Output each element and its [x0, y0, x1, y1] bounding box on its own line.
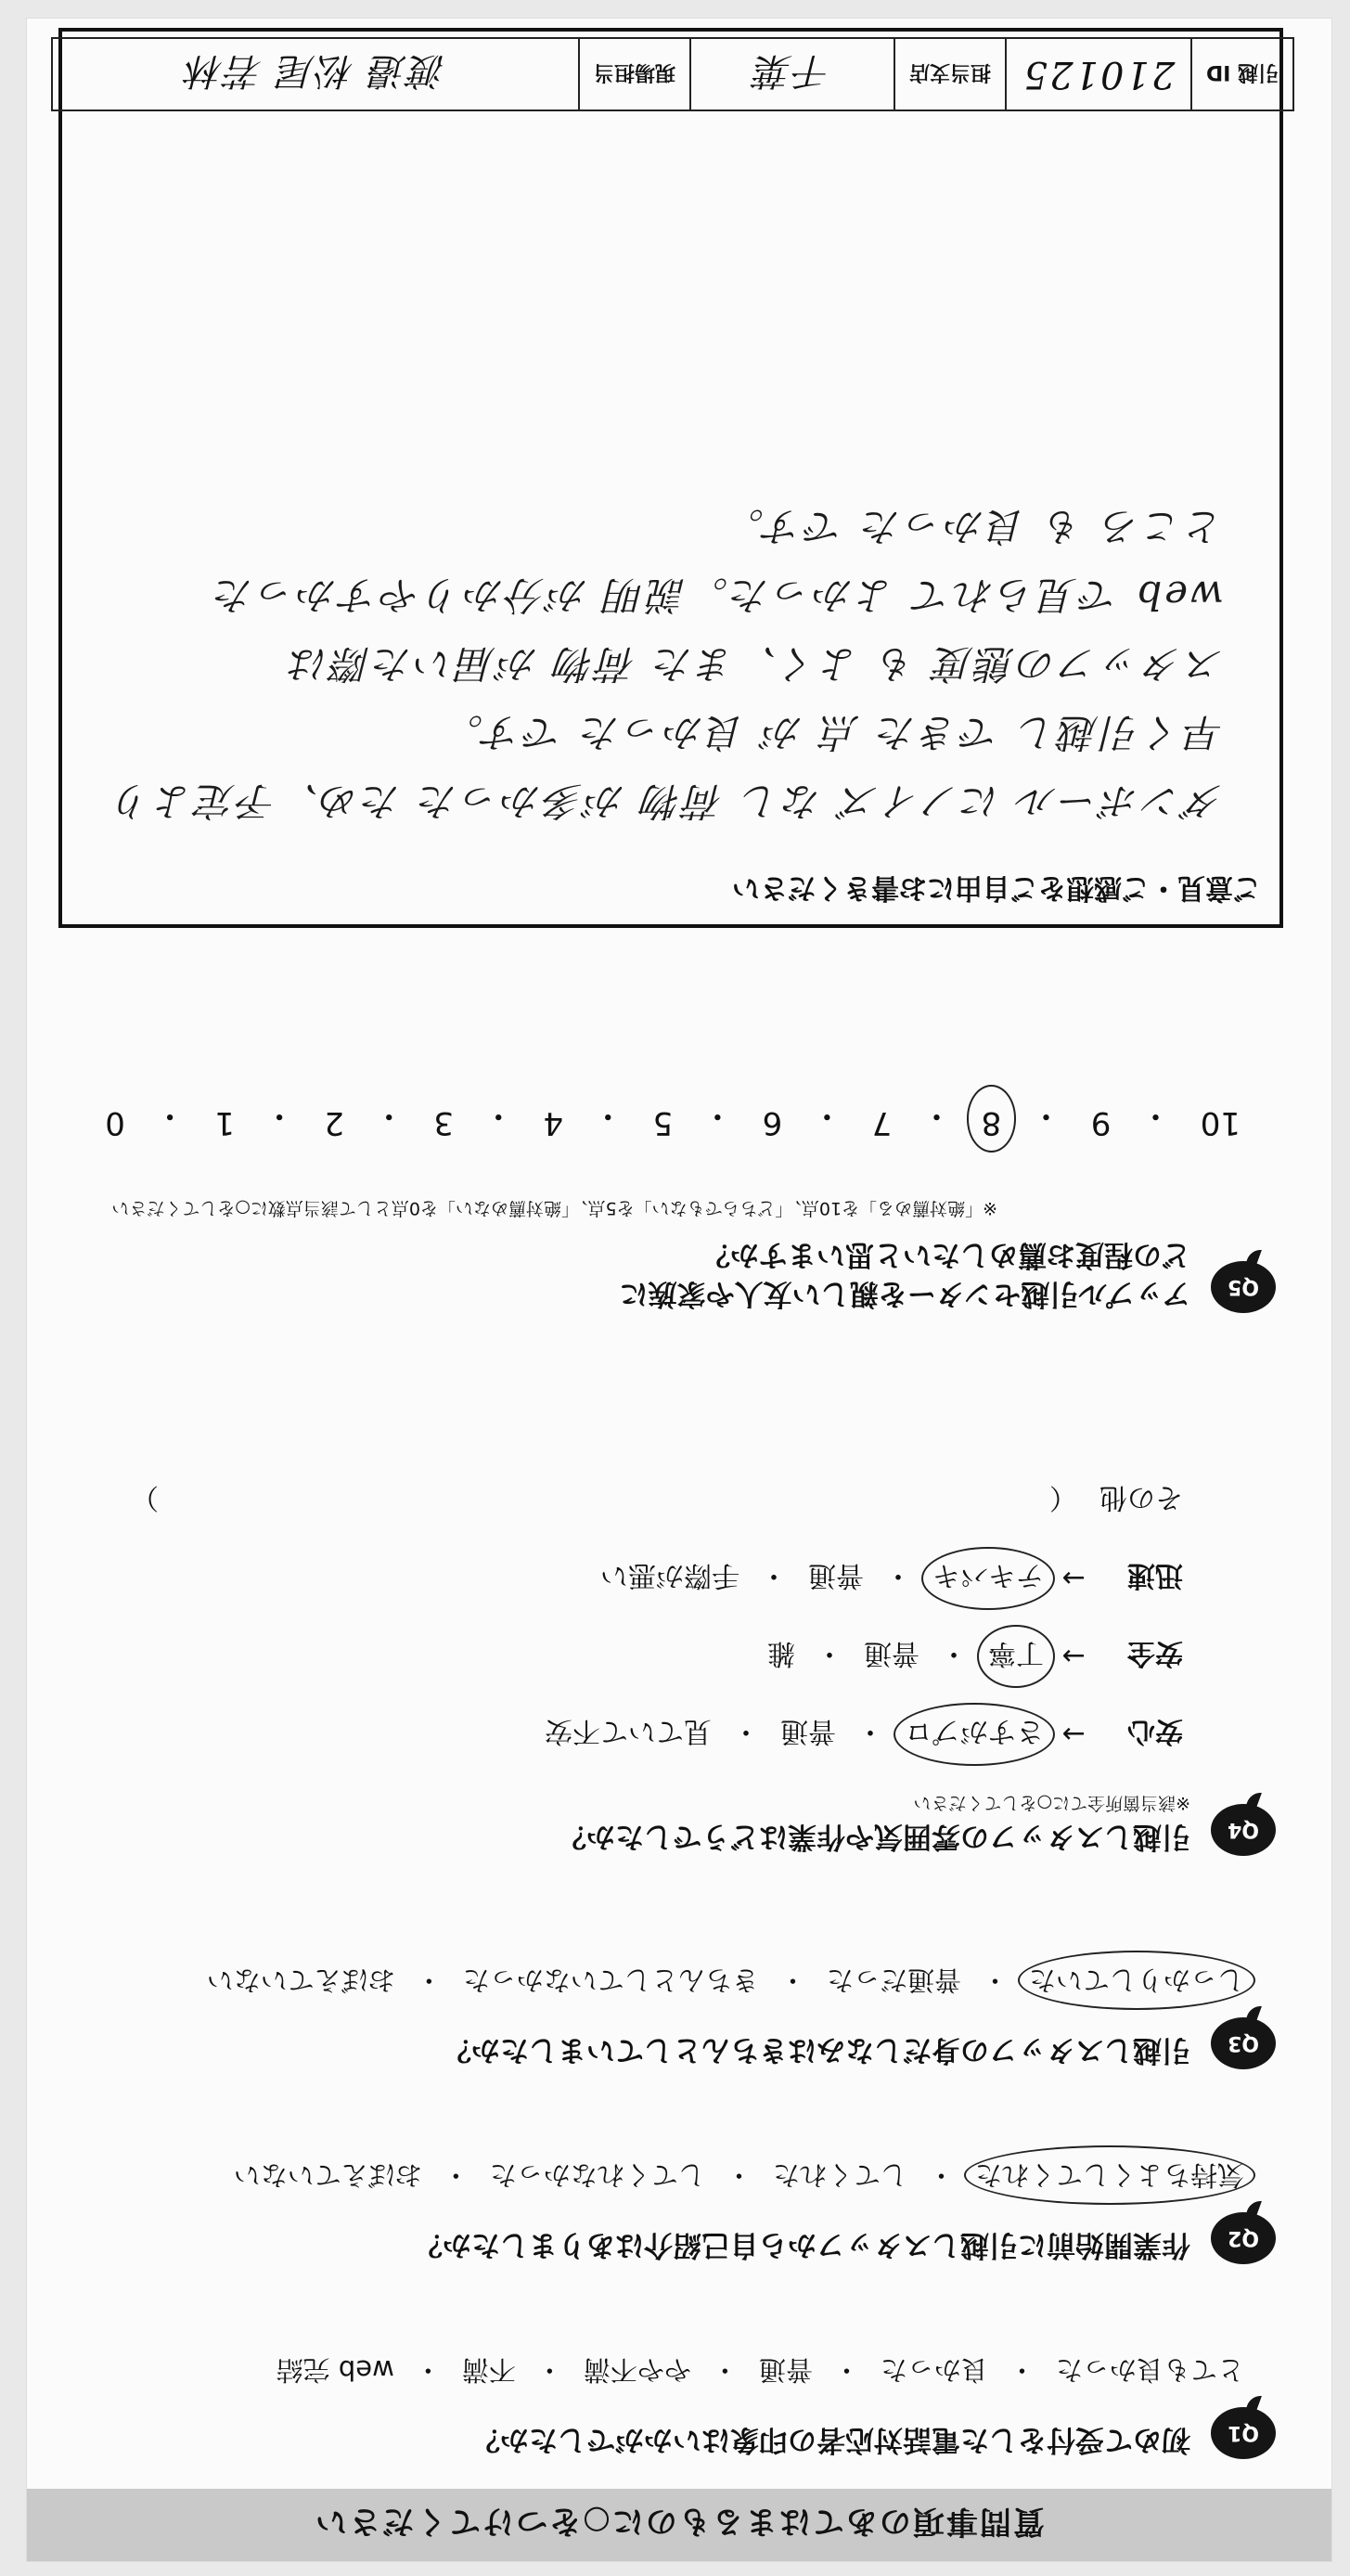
scale-option[interactable]: 0 [105, 1104, 125, 1141]
q2-option[interactable]: おぼえていない [233, 2159, 422, 2191]
row-label: 迅速 [1127, 1559, 1183, 1591]
id-value: 210125 [1005, 39, 1190, 109]
q3-option[interactable]: おぼえていない [206, 1964, 395, 1996]
q1-badge: Q1 [1211, 2407, 1276, 2459]
scale-option[interactable]: 5 [652, 1104, 674, 1141]
q1-option[interactable]: とても良かった [1055, 2354, 1244, 2386]
q4-option-selected[interactable]: 丁寧 [984, 1636, 1048, 1677]
arrow-icon: → [1061, 1718, 1086, 1751]
instruction-band [27, 2489, 1331, 2561]
q5-text-line1: アップル引越センターを親しい友人や家族に [619, 1277, 1190, 1310]
footer-info-table [51, 37, 1294, 111]
question-3 [64, 1962, 1276, 2069]
q4-text: 引越しスタッフの雰囲気や作業はどうでしたか？ [558, 1820, 1190, 1853]
question-2 [64, 2157, 1276, 2264]
arrow-icon: → [1061, 1562, 1086, 1595]
q1-options: とても良かった ・ 良かった ・ 普通 ・ やや不満 ・ 不満 ・ web 完結 [64, 2351, 1248, 2389]
q4-option[interactable]: 普通 [864, 1637, 919, 1669]
q5-note: ※「絶対薦める」を10点、「どちらでもない」を5点、「絶対薦めない」を0点として該当点数に○をしてください [111, 1198, 997, 1218]
q5-text-line2: どの程度お薦めしたいと思いますか？ [701, 1238, 1190, 1271]
q5-scale: 10 ・ 9 ・ 8 ・ 7 ・ 6 ・ 5 ・ 4 ・ 3 ・ 2 ・ 1 ・ 0 [97, 1096, 1248, 1141]
q2-text: 作業開始前に引越しスタッフから自己紹介はありましたか？ [414, 2228, 1190, 2261]
comment-line: 早く引越し できた 点 が 良かった です。 [441, 710, 1224, 755]
staff-value: 渡邉 松尾 若林 [185, 49, 446, 93]
scale-option[interactable]: 4 [543, 1104, 564, 1141]
q3-option[interactable]: 普通だった [826, 1964, 961, 1996]
q2-option[interactable]: してくれた [772, 2159, 907, 2191]
comment-line: ところ も 良かった です。 [722, 504, 1224, 549]
q4-option[interactable]: 普通 [780, 1715, 836, 1747]
q3-option-selected[interactable]: しっかりしていた [1025, 1962, 1248, 1999]
scale-option[interactable]: 1 [214, 1104, 235, 1141]
scale-option[interactable]: 6 [762, 1104, 783, 1141]
row-label: 安全 [1127, 1637, 1183, 1669]
scale-option[interactable]: 2 [324, 1104, 344, 1141]
other-open-paren: （ [1049, 1481, 1077, 1513]
scale-option[interactable]: 3 [433, 1104, 455, 1141]
q4-option[interactable]: 見ていて不安 [545, 1715, 712, 1747]
comment-line: web で見られて よかった。説明 が分かりやすかった [212, 573, 1224, 618]
q4-row-jinsoku: 迅速 → テキパキ ・ 普通 ・ 手際が悪い [64, 1558, 1183, 1599]
q4-option[interactable]: 雑 [767, 1637, 795, 1669]
q4-option-selected[interactable]: さすがプロ [901, 1714, 1048, 1755]
question-5 [64, 1096, 1276, 1313]
q2-options: 気持ちよくしてくれた ・ してくれた ・ してくれなかった ・ おぼえていない [64, 2157, 1248, 2194]
q2-option[interactable]: してくれなかった [489, 2159, 705, 2191]
q4-option[interactable]: 普通 [808, 1559, 864, 1591]
q4-rows [64, 1480, 1276, 1755]
q4-note: ※該当箇所全てに○をしてください [913, 1793, 1190, 1813]
q4-option[interactable]: 手際が悪い [600, 1559, 739, 1591]
scale-option-selected[interactable]: 8 [974, 1096, 1009, 1141]
instruction-text: 質問事項のあてはまるものに○をつけてください [314, 2503, 1045, 2541]
q4-row-anzen: 安全 → 丁寧 ・ 普通 ・ 雑 [64, 1636, 1183, 1677]
staff-label: 現場担当 [578, 39, 689, 109]
q4-option-selected[interactable]: テキパキ [929, 1558, 1048, 1599]
q3-badge: Q3 [1211, 2017, 1276, 2069]
row-label: 安心 [1127, 1715, 1183, 1747]
comment-box[interactable] [58, 28, 1283, 928]
q2-badge: Q2 [1211, 2212, 1276, 2264]
branch-value: 千葉 [689, 39, 894, 109]
arrow-icon: → [1061, 1640, 1086, 1673]
questionnaire-page [27, 19, 1331, 2561]
question-4 [64, 1443, 1276, 1856]
q4-badge: Q4 [1211, 1804, 1276, 1856]
scale-option[interactable]: 7 [871, 1104, 893, 1141]
comment-handwriting [62, 492, 1279, 857]
branch-label: 担当支店 [894, 39, 1005, 109]
q3-options: しっかりしていた ・ 普通だった ・ きちんとしていなかった ・ おぼえていない [64, 1962, 1248, 1999]
q1-option[interactable]: 良かった [880, 2354, 988, 2386]
comment-line: ダンボール にノイズ なし 荷物 が多かった ため、予定より [109, 779, 1224, 824]
other-close-paren: ） [131, 1481, 159, 1513]
q1-option[interactable]: やや不満 [583, 2354, 691, 2386]
q5-badge: Q5 [1211, 1261, 1276, 1313]
q1-option[interactable]: 不満 [461, 2354, 516, 2386]
q1-text: 初めて受付をした電話対応者の印象はいかがでしたか？ [471, 2423, 1190, 2456]
q2-option-selected[interactable]: 気持ちよくしてくれた [971, 2157, 1248, 2194]
q3-option[interactable]: きちんとしていなかった [462, 1964, 759, 1996]
q4-row-other [64, 1480, 1183, 1521]
q1-option[interactable]: 普通 [758, 2354, 813, 2386]
scale-option[interactable]: 9 [1090, 1104, 1112, 1141]
q1-option[interactable]: web 完結 [276, 2354, 394, 2386]
other-label: その他 [1099, 1481, 1183, 1513]
id-label: 引越 ID [1190, 39, 1292, 109]
scale-option[interactable]: 10 [1200, 1104, 1241, 1141]
q3-text: 引越しスタッフの身だしなみはきちんとしていましたか？ [443, 2033, 1190, 2067]
comment-title: ご意見・ご感想をご自由にお書きください [732, 871, 1261, 904]
comment-line: スタッフの態度 も よく、また 荷物 が届いた際は [287, 641, 1224, 687]
q4-row-anshin: 安心 → さすがプロ ・ 普通 ・ 見ていて不安 [64, 1714, 1183, 1755]
question-1 [64, 2351, 1276, 2459]
